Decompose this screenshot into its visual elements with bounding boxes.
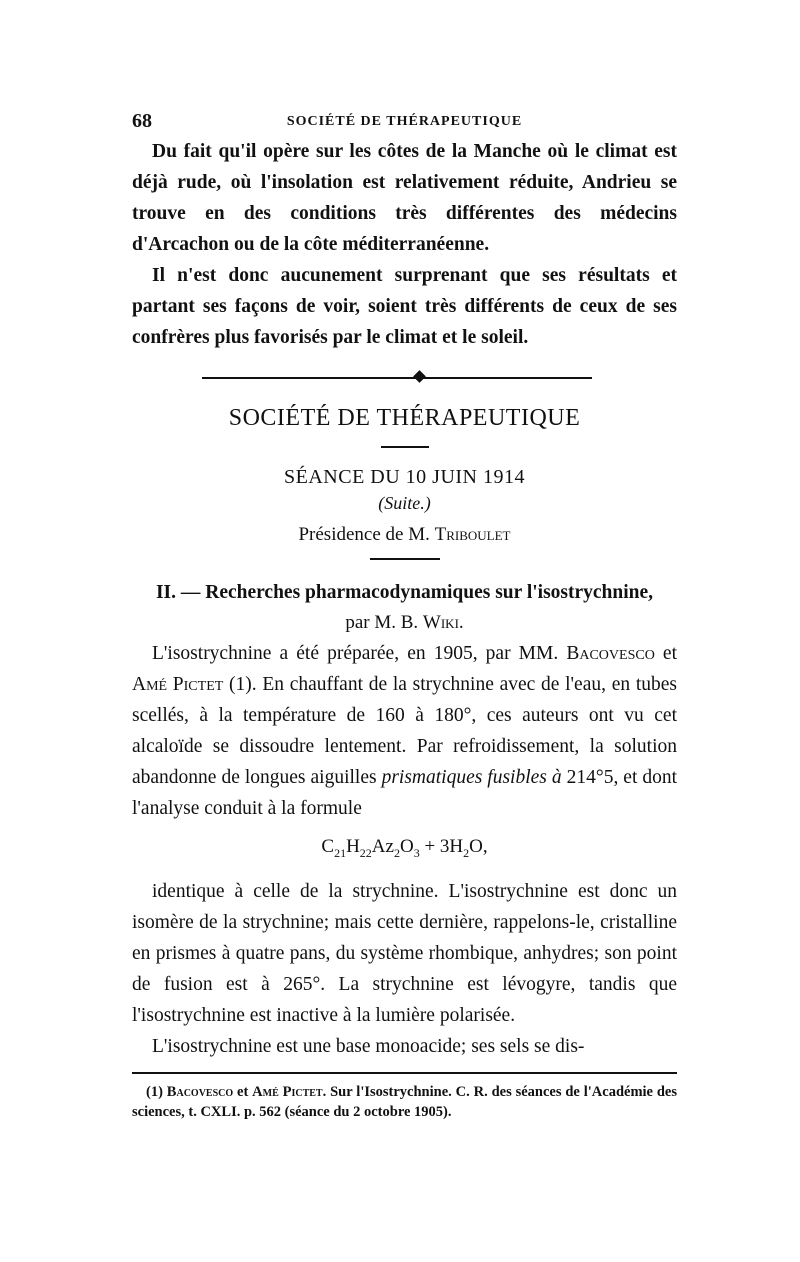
- p1-text-b: et: [662, 643, 677, 664]
- section-ornament: [132, 367, 677, 387]
- article-paragraph-3: L'isostrychnine est une base monoacide; ses sels se dis-: [152, 1035, 585, 1057]
- footnote-text: Sur l'Isostrychnine. C. R. des séances de l'Académie des sciences, t. CXLI. p. 562 (séance du 2 octobre 1905).: [132, 1083, 678, 1120]
- footnote-and: et: [237, 1083, 249, 1100]
- footnote-rule: [132, 1072, 677, 1074]
- footnote: [132, 1082, 677, 1122]
- formula-h-sub: 22: [359, 845, 372, 860]
- running-title: SOCIÉTÉ DE THÉRAPEUTIQUE: [286, 114, 523, 129]
- formula-h2-sub: 2: [463, 845, 470, 860]
- formula-az-sub: 2: [393, 845, 400, 860]
- p1-name-bacovesco: Bacovesco: [566, 643, 655, 664]
- p1-text-a: L'isostrychnine a été préparée, en 1905, par MM.: [152, 643, 559, 664]
- running-header: [132, 110, 677, 136]
- seance-date: SÉANCE DU 10 JUIN 1914: [284, 466, 525, 488]
- formula-o2: O,: [469, 836, 488, 857]
- footnote-marker: (1): [146, 1083, 163, 1100]
- chemical-formula: [132, 832, 677, 868]
- section-title: SOCIÉTÉ DE THÉRAPEUTIQUE: [228, 405, 581, 431]
- p1-text-italic: prismatiques fusibles à: [381, 767, 562, 788]
- formula-az: Az: [371, 836, 394, 857]
- formula-c-sub: 21: [334, 845, 347, 860]
- formula-o: O: [399, 836, 414, 857]
- footnote-name-pictet: Amé Pictet.: [252, 1083, 327, 1100]
- presidence-rule: [370, 558, 440, 560]
- formula-c: C: [321, 836, 335, 857]
- article-byline: [132, 608, 677, 638]
- ornament-line: [202, 377, 592, 379]
- article-paragraph-1: [132, 638, 677, 824]
- p1-text-d: 214°5, et dont l'analyse conduit à la formule: [132, 767, 678, 819]
- title-rule: [381, 446, 429, 448]
- article-title: II. — Recherches pharmacodynamiques sur l'isostrychnine,: [155, 582, 654, 603]
- formula-h: H: [346, 836, 360, 857]
- p1-text-c: (1). En chauffant de la strychnine avec de l'eau, en tubes scellés, à la température de 160 à 180°, ces auteurs ont vu cet alcaloïde se dissoudre lentement. Par refroidissement, la solution abandonne de longues aiguilles: [132, 674, 677, 788]
- presidence-line: [132, 524, 677, 546]
- president-name: Triboulet: [434, 524, 511, 545]
- seance-suite: (Suite.): [378, 493, 431, 513]
- ornament-diamond-icon: [413, 370, 426, 383]
- footnote-name-bacovesco: Bacovesco: [166, 1083, 234, 1100]
- formula-plus: + 3H: [424, 836, 464, 857]
- book-page: [132, 110, 677, 1122]
- author-name: Wiki.: [422, 612, 464, 633]
- formula-o-sub: 3: [413, 845, 420, 860]
- byline-prefix: par M. B.: [345, 612, 419, 633]
- intro-paragraph-2: Il n'est donc aucunement surprenant que ses résultats et partant ses façons de voir, soient très différents de ceux de ses confrères plus favorisés par le climat et le soleil.: [132, 265, 677, 348]
- intro-paragraph-1: Du fait qu'il opère sur les côtes de la Manche où le climat est déjà rude, où l'insolation est relativement réduite, Andrieu se trouve en des conditions très différentes des médecins d'Arcachon ou de la côte méditerranéenne.: [132, 141, 677, 255]
- article-paragraph-2: identique à celle de la strychnine. L'isostrychnine est donc un isomère de la strychnine; mais cette dernière, rappelons-le, cristalline en prismes à quatre pans, du système rhombique, anhydres; son point de fusion est à 265°. La strychnine est lévogyre, tandis que l'isostrychnine est inactive à la lumière polarisée.: [132, 880, 677, 1026]
- page-number: 68: [132, 110, 152, 132]
- p1-name-pictet: Amé Pictet: [132, 674, 224, 695]
- presidence-prefix: Présidence de M.: [298, 524, 430, 545]
